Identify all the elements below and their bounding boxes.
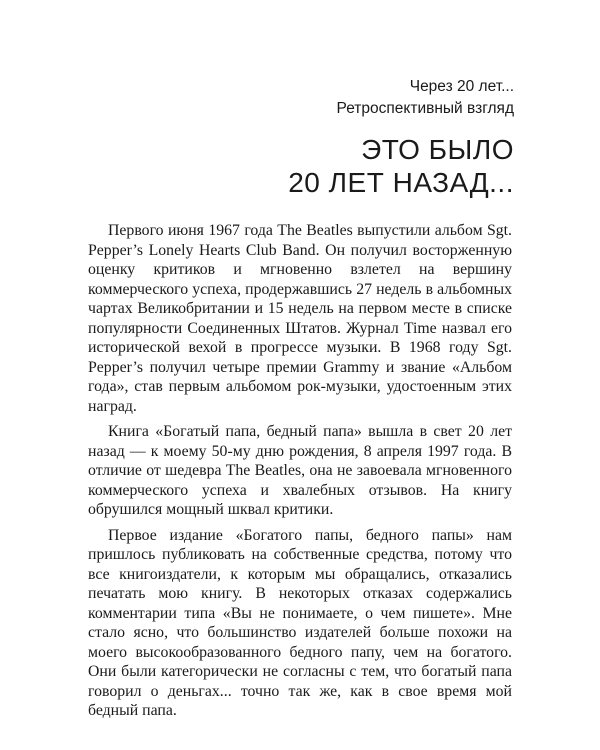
header-line-1: Через 20 лет...	[409, 78, 514, 95]
chapter-title-line-2: 20 ЛЕТ НАЗАД...	[288, 167, 514, 198]
running-header	[337, 76, 514, 120]
header-line-2: Ретроспективный взгляд	[336, 100, 514, 117]
paragraph: Первого июня 1967 года The Beatles выпустили альбом Sgt. Pepper’s Lonely Hearts Club Band. Он получил восторженную оценку критиков и мгновенно взлетел на вершину коммерческого успеха, продержавшись 27 недель в альбомных чартах Великобритании и 15 недель на первом месте в списке популярности Соединенных Штатов. Журнал Time назвал его исторической вехой в прогрессе музыки. В 1968 году Sgt. Pepper’s получил четыре премии Grammy и звание «Альбом года», став первым альбомом рок-музыки, удостоенным этих наград.	[88, 222, 512, 415]
chapter-title-line-1: ЭТО БЫЛО	[361, 134, 514, 165]
chapter-title	[288, 133, 514, 199]
body-text	[88, 221, 512, 721]
paragraph: Первое издание «Богатого папы, бедного папы» нам пришлось публиковать на собственные средства, потому что все книгоиздатели, к которым мы обращались, отказались печатать мою книгу. В некоторых отказах содержались комментарии типа «Вы не понимаете, о чем пишете». Мне стало ясно, что большинство издателей больше похожи на моего высокообразованного бедного папу, чем на богатого. Они были категорически не согласны с тем, что богатый папа говорил о деньгах... точно так же, как в свое время мой бедный папа.	[88, 526, 512, 719]
paragraph: Книга «Богатый папа, бедный папа» вышла в свет 20 лет назад — к моему 50-му дню рождения, 8 апреля 1997 года. В отличие от шедевра The Beatles, она не завоевала мгновенного коммерческого успеха и хвалебных отзывов. На книгу обрушился мощный шквал критики.	[88, 423, 512, 518]
